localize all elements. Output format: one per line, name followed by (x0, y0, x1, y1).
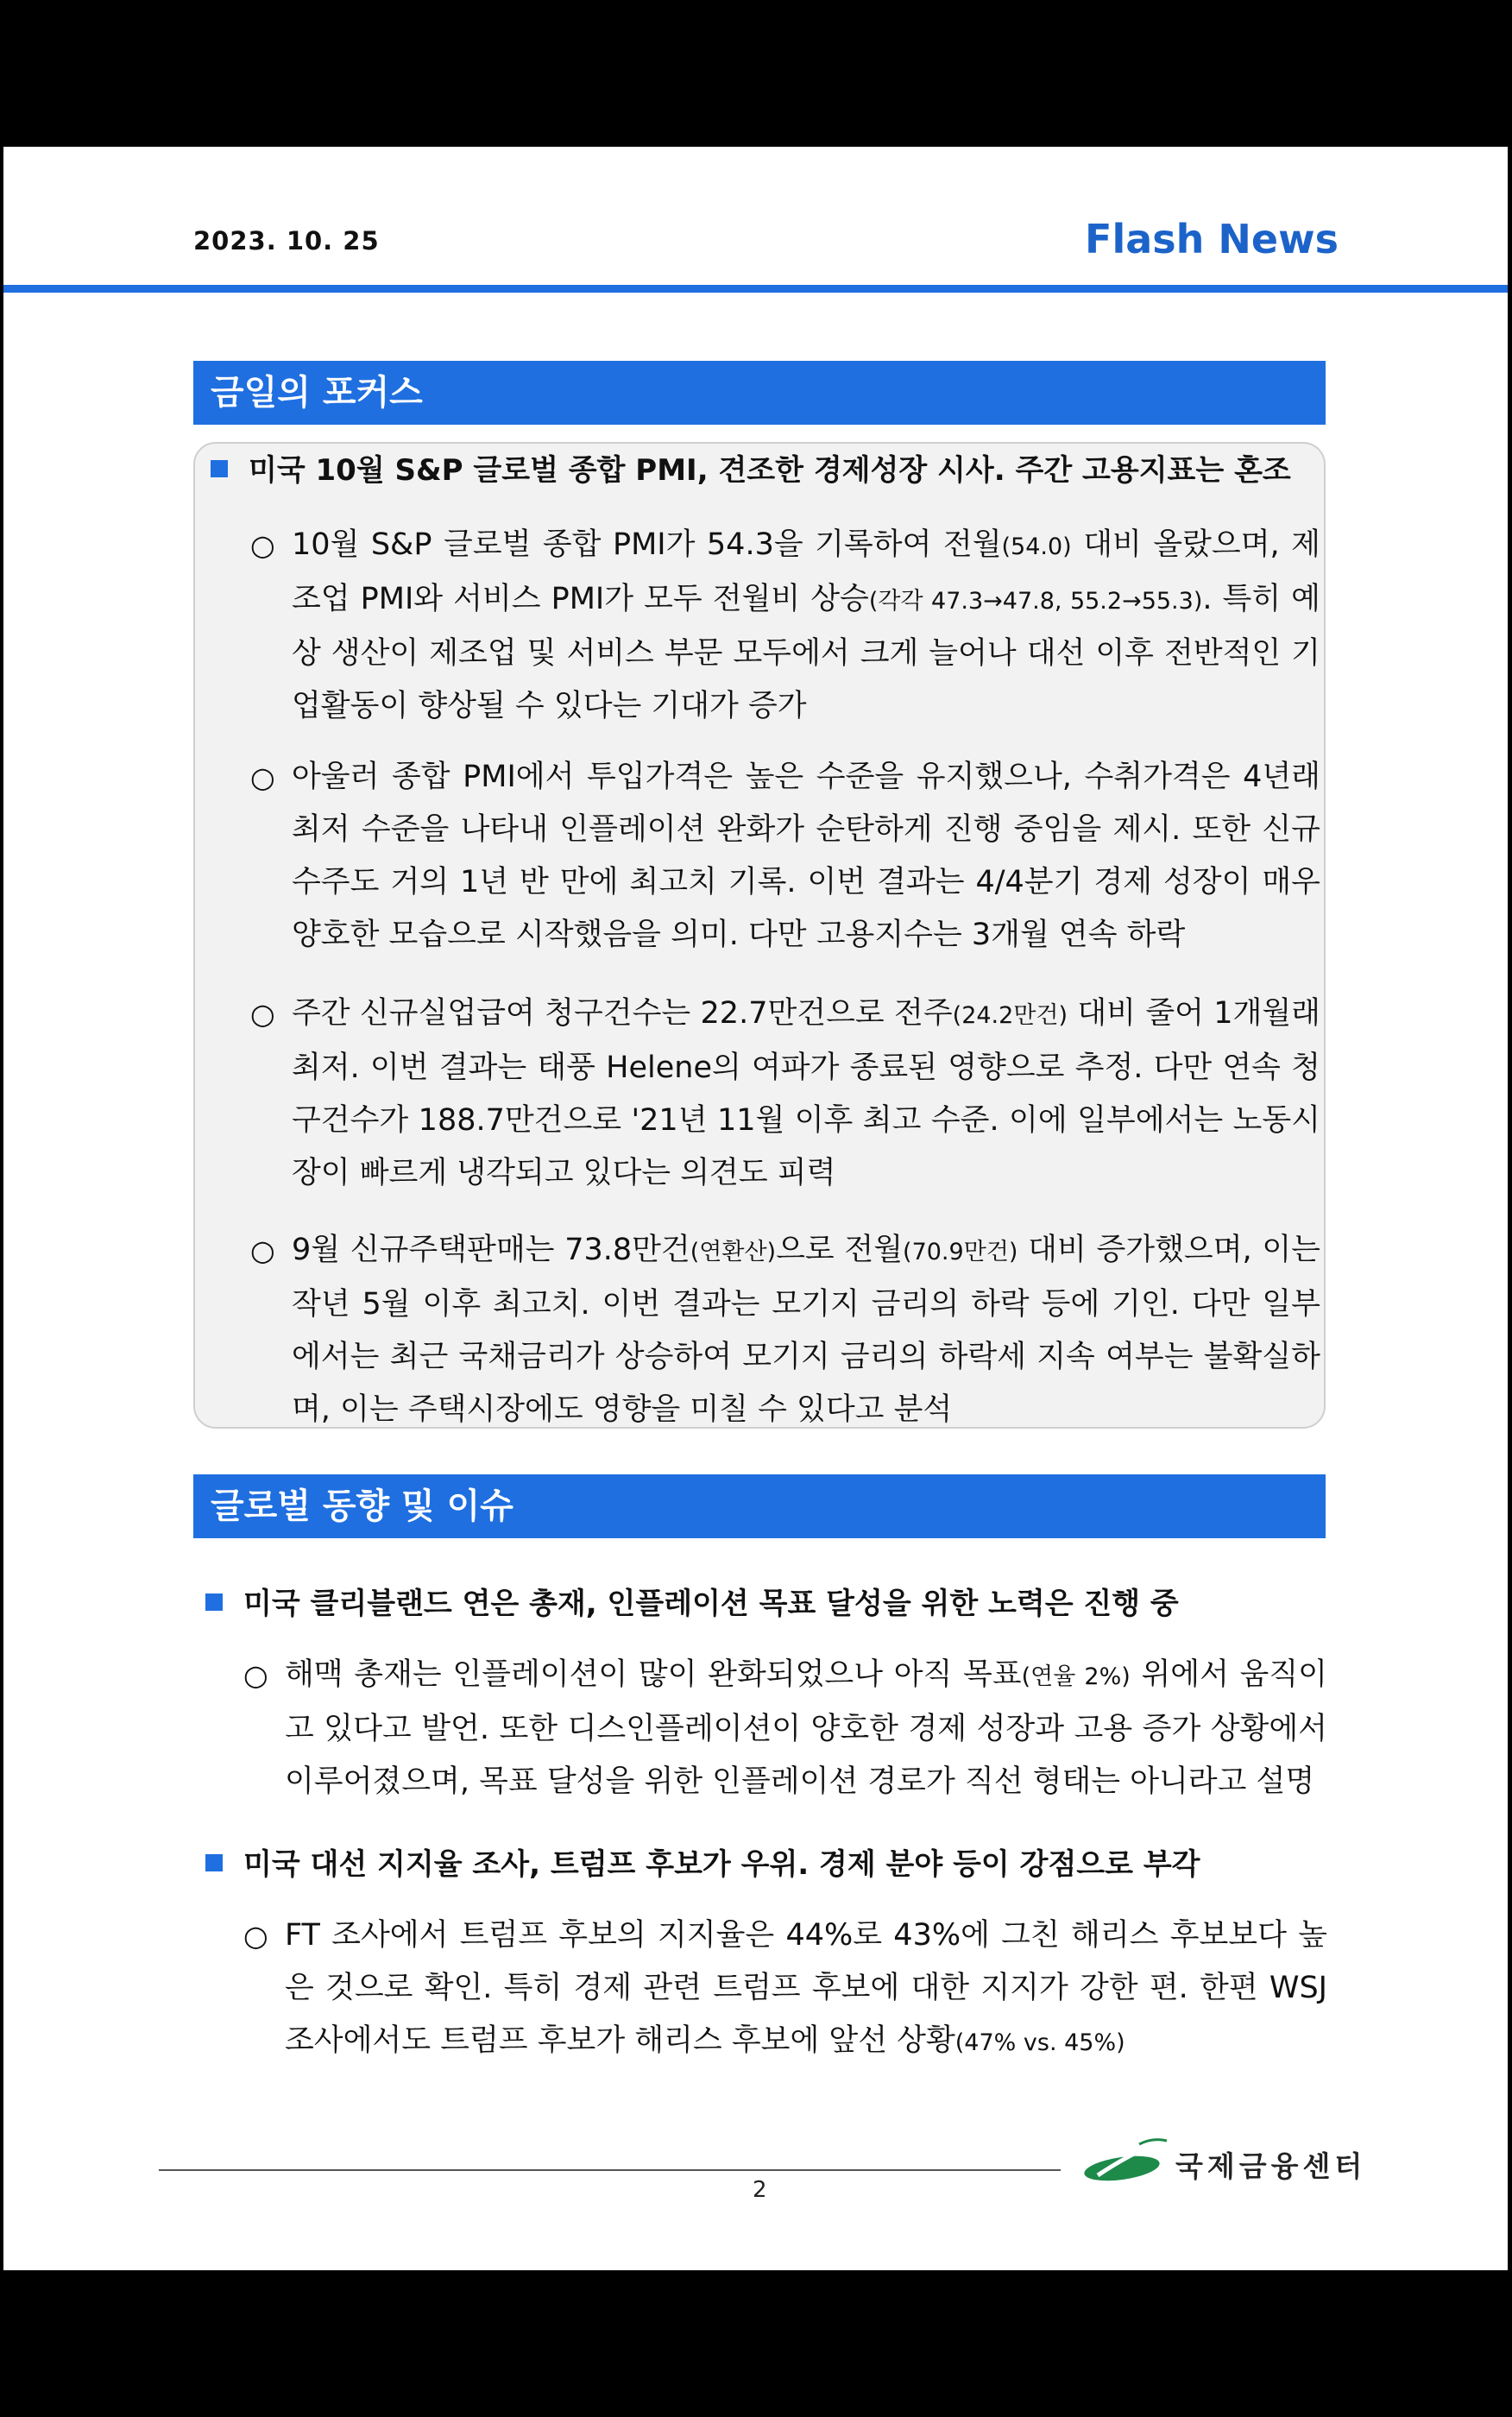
square-bullet-icon (205, 1593, 223, 1611)
report-title: Flash News (1085, 216, 1339, 262)
report-date: 2023. 10. 25 (193, 226, 380, 256)
circle-bullet-icon: ○ (250, 760, 275, 794)
focus-bullet-2: ○ 아울러 종합 PMI에서 투입가격은 높은 수준을 유지했으나, 수취가격은 4년래 최저 수준을 나타내 인플레이션 완화가 순탄하게 진행 중임을 제시. 또한 신규수주도 거의 1년 반 만에 최고치 기록. 이번 결과는 4/4분기 경제 성장이 매우 양호한 모습으로 시작했음을 의미. 다만 고용지수는 3개월 연속 하락 (292, 751, 1320, 962)
circle-bullet-icon: ○ (250, 997, 275, 1031)
square-bullet-icon (211, 460, 228, 477)
square-bullet-icon (205, 1854, 223, 1871)
global-headline-1: 미국 클리블랜드 연은 총재, 인플레이션 목표 달성을 위한 노력은 진행 중 (205, 1580, 1179, 1622)
global-headline-2: 미국 대선 지지율 조사, 트럼프 후보가 우위. 경제 분야 등이 강점으로 부각 (205, 1840, 1200, 1883)
header-divider (3, 285, 1508, 293)
global-bullet-2: ○ FT 조사에서 트럼프 후보의 지지율은 44%로 43%에 그친 해리스 후보보다 높은 것으로 확인. 특히 경제 관련 트럼프 후보에 대한 지지가 강한 편. 한편 WSJ 조사에서도 트럼프 후보가 해리스 후보에 앞선 상황(47% vs. 45%) (285, 1909, 1327, 2069)
page (3, 147, 1508, 2270)
focus-headline-text: 미국 10월 S&P 글로벌 종합 PMI, 견조한 경제성장 시사. 주간 고용지표는 혼조 (249, 453, 1291, 488)
focus-bullet-1: ○ 10월 S&P 글로벌 종합 PMI가 54.3을 기록하여 전월(54.0) 대비 올랐으며, 제조업 PMI와 서비스 PMI가 모두 전월비 상승(각각 47.3→47.8, 55.2→55.3). 특히 예상 생산이 제조업 및 서비스 부문 모두에서 크게 늘어나 대선 이후 전반적인 기업활동이 향상될 수 있다는 기대가 증가 (292, 519, 1320, 733)
focus-headline (211, 446, 1291, 489)
circle-bullet-icon: ○ (250, 1234, 275, 1267)
logo-text: 국제금융센터 (1175, 2149, 1367, 2183)
focus-section-title: 금일의 포커스 (193, 361, 1326, 425)
focus-bullet-3: ○ 주간 신규실업급여 청구건수는 22.7만건으로 전주(24.2만건) 대비 줄어 1개월래 최저. 이번 결과는 태풍 Helene의 여파가 종료된 영향으로 추정. 다만 연속 청구건수가 188.7만건으로 '21년 11월 이후 최고 수준. 이에 일부에서는 노동시장이 빠르게 냉각되고 있다는 의견도 피력 (292, 988, 1320, 1200)
global-section-title: 글로벌 동향 및 이슈 (193, 1474, 1326, 1538)
focus-bullet-4: ○ 9월 신규주택판매는 73.8만건(연환산)으로 전월(70.9만건) 대비 증가했으며, 이는 작년 5월 이후 최고치. 이번 결과는 모기지 금리의 하락 등에 기인. 다만 일부에서는 최근 국채금리가 상승하여 모기지 금리의 하락세 지속 여부는 불확실하며, 이는 주택시장에도 영향을 미칠 수 있다고 분석 (292, 1224, 1320, 1436)
circle-bullet-icon: ○ (243, 1919, 268, 1953)
footer-divider (159, 2169, 1061, 2171)
page-number: 2 (753, 2177, 767, 2203)
circle-bullet-icon: ○ (250, 528, 275, 562)
circle-bullet-icon: ○ (243, 1658, 268, 1692)
global-bullet-1: ○ 해맥 총재는 인플레이션이 많이 완화되었으나 아직 목표(연율 2%) 위에서 움직이고 있다고 발언. 또한 디스인플레이션이 양호한 경제 성장과 고용 증가 상황에서 이루어졌으며, 목표 달성을 위한 인플레이션 경로가 직선 형태는 아니라고 설명 (285, 1649, 1327, 1808)
